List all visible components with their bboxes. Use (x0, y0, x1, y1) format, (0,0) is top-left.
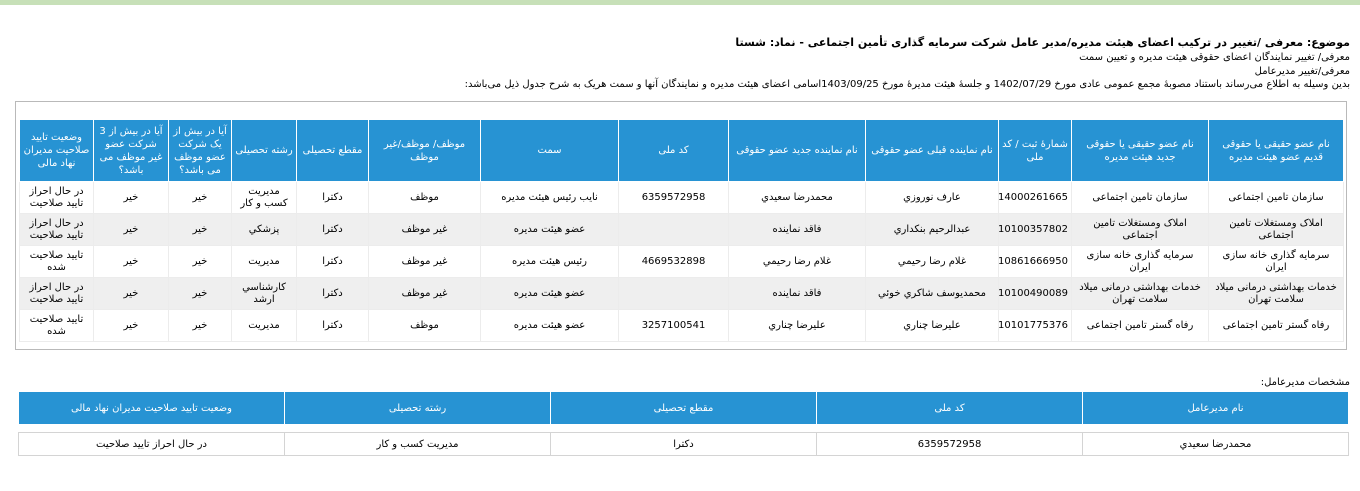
cell-executive-status: موظف (369, 310, 481, 342)
col-header-executive-status: موظف/ موظف/غیر موظف (369, 120, 481, 182)
cell-new-member: سرمایه گذاری خانه سازی ایران (1072, 246, 1209, 278)
cell-new-representative: فاقد نماينده (729, 214, 866, 246)
ceo-table-spacer (19, 425, 1349, 433)
cell-multi-nonexecutive: خير (94, 182, 169, 214)
cell-national-id (619, 214, 729, 246)
ceo-section-label: مشخصات مدیرعامل: (1260, 377, 1350, 388)
cell-executive-status: غير موظف (369, 214, 481, 246)
col-header-new-representative: نام نماینده جدید عضو حقوقی (729, 120, 866, 182)
page-title: موضوع: معرفی /تغییر در ترکیب اعضای هیئت مدیره/مدیر عامل شرکت سرمایه گذاری تأمین اجتماعی - نماد: شستا (735, 36, 1350, 49)
cell-field: كارشناسي ارشد (232, 278, 297, 310)
cell-national-id: 4669532898 (619, 246, 729, 278)
cell-executive-status: غير موظف (369, 246, 481, 278)
cell-new-member: املاک ومستغلات تامین اجتماعی (1072, 214, 1209, 246)
cell-qualification-status: تاييد صلاحيت شده (20, 310, 94, 342)
ceo-table (18, 391, 1349, 456)
col-header-ceo-degree: مقطع تحصیلی (551, 392, 817, 425)
board-table-header (20, 120, 1344, 182)
table-row (20, 246, 1344, 278)
cell-qualification-status: در حال احراز تاييد صلاحيت (20, 214, 94, 246)
cell-position: رئيس هيئت مديره (481, 246, 619, 278)
cell-degree: دكترا (297, 278, 369, 310)
intro-line-representatives: معرفی/ تغییر نمایندگان اعضای حقوقی هیئت مدیره و تعیین سمت (1079, 52, 1350, 63)
cell-ceo-national-id: 6359572958 (817, 433, 1083, 456)
cell-ceo-degree: دكترا (551, 433, 817, 456)
intro-line-resolution: بدین وسیله به اطلاع می‌رساند باستناد مصوبهٔ مجمع عمومی عادی مورخ 1402/07/29 و جلسهٔ هیئت مدیرهٔ مورخ 1403/09/25اسامی اعضای هیئت مدیره و نمایندگان آنها و سمت هریک به شرح جدول ذیل می‌باشد: (464, 79, 1350, 90)
board-members-table (19, 119, 1344, 342)
cell-multi-executive: خير (169, 310, 232, 342)
cell-registration-id: 10100357802 (999, 214, 1072, 246)
cell-old-member: رفاه گستر تامین اجتماعی (1209, 310, 1344, 342)
table-row (19, 433, 1349, 456)
cell-national-id: 6359572958 (619, 182, 729, 214)
col-header-registration-id: شمارهٔ ثبت / کد ملی (999, 120, 1072, 182)
cell-old-member: خدمات بهداشتی درمانی میلاد سلامت تهران (1209, 278, 1344, 310)
cell-registration-id: 10861666950 (999, 246, 1072, 278)
cell-field: مديريت (232, 310, 297, 342)
cell-multi-nonexecutive: خير (94, 246, 169, 278)
top-accent-bar (0, 0, 1360, 5)
cell-registration-id: 10101775376 (999, 310, 1072, 342)
cell-degree: دكترا (297, 182, 369, 214)
cell-previous-representative: عبدالرحيم بنكداري (866, 214, 999, 246)
cell-national-id (619, 278, 729, 310)
cell-multi-executive: خير (169, 246, 232, 278)
cell-old-member: سرمایه گذاری خانه سازی ایران (1209, 246, 1344, 278)
col-header-previous-representative: نام نماینده قبلی عضو حقوقی (866, 120, 999, 182)
cell-previous-representative: عليرضا چناري (866, 310, 999, 342)
cell-previous-representative: عارف نوروزي (866, 182, 999, 214)
cell-multi-executive: خير (169, 214, 232, 246)
cell-position: نايب رئيس هيئت مديره (481, 182, 619, 214)
table-row (20, 310, 1344, 342)
cell-registration-id: 14000261665 (999, 182, 1072, 214)
col-header-field: رشته تحصیلی (232, 120, 297, 182)
table-row (20, 214, 1344, 246)
cell-previous-representative: محمديوسف شاكري خوئي (866, 278, 999, 310)
cell-new-member: خدمات بهداشتی درمانی میلاد سلامت تهران (1072, 278, 1209, 310)
cell-new-member: رفاه گستر تامین اجتماعی (1072, 310, 1209, 342)
cell-qualification-status: تاييد صلاحيت شده (20, 246, 94, 278)
cell-field: پزشكي (232, 214, 297, 246)
table-row (20, 278, 1344, 310)
cell-previous-representative: غلام رضا رحيمي (866, 246, 999, 278)
col-header-position: سمت (481, 120, 619, 182)
cell-multi-nonexecutive: خير (94, 214, 169, 246)
col-header-multi-executive: آیا در بیش از یک شرکت عضو موظف می باشد؟ (169, 120, 232, 182)
cell-executive-status: غير موظف (369, 278, 481, 310)
cell-new-representative: محمدرضا سعيدي (729, 182, 866, 214)
cell-new-representative: غلام رضا رحيمي (729, 246, 866, 278)
cell-degree: دكترا (297, 246, 369, 278)
col-header-ceo-national-id: کد ملی (817, 392, 1083, 425)
cell-executive-status: موظف (369, 182, 481, 214)
cell-qualification-status: در حال احراز تاييد صلاحيت (20, 278, 94, 310)
cell-position: عضو هيئت مديره (481, 214, 619, 246)
cell-new-representative: عليرضا چناري (729, 310, 866, 342)
cell-registration-id: 10100490089 (999, 278, 1072, 310)
cell-multi-nonexecutive: خير (94, 310, 169, 342)
cell-national-id: 3257100541 (619, 310, 729, 342)
board-table-frame (15, 101, 1347, 350)
cell-old-member: املاک ومستغلات تامین اجتماعی (1209, 214, 1344, 246)
cell-position: عضو هيئت مديره (481, 310, 619, 342)
cell-position: عضو هيئت مديره (481, 278, 619, 310)
table-row (20, 182, 1344, 214)
intro-line-ceo: معرفی/تغییر مدیرعامل (1254, 66, 1350, 77)
cell-ceo-field: مديريت كسب و كار (285, 433, 551, 456)
cell-ceo-qualification: در حال احراز تاييد صلاحيت (19, 433, 285, 456)
cell-degree: دكترا (297, 214, 369, 246)
cell-new-representative: فاقد نماينده (729, 278, 866, 310)
cell-ceo-name: محمدرضا سعيدي (1083, 433, 1349, 456)
cell-qualification-status: در حال احراز تاييد صلاحيت (20, 182, 94, 214)
cell-field: مديريت (232, 246, 297, 278)
col-header-ceo-field: رشته تحصیلی (285, 392, 551, 425)
cell-new-member: سازمان تامین اجتماعی (1072, 182, 1209, 214)
cell-multi-nonexecutive: خير (94, 278, 169, 310)
col-header-national-id: کد ملی (619, 120, 729, 182)
ceo-table-header (19, 392, 1349, 425)
col-header-ceo-qualification: وضعیت تایید صلاحیت مدیران نهاد مالی (19, 392, 285, 425)
col-header-degree: مقطع تحصیلی (297, 120, 369, 182)
col-header-multi-nonexecutive: آیا در بیش از 3 شرکت عضو غیر موظف می باشد؟ (94, 120, 169, 182)
col-header-new-member: نام عضو حقیقی یا حقوقی جدید هیئت مدیره (1072, 120, 1209, 182)
col-header-old-member: نام عضو حقیقی یا حقوقی قدیم عضو هیئت مدیره (1209, 120, 1344, 182)
cell-old-member: سازمان تامین اجتماعی (1209, 182, 1344, 214)
col-header-qualification-status: وضعیت تایید صلاحیت مدیران نهاد مالی (20, 120, 94, 182)
col-header-ceo-name: نام مدیرعامل (1083, 392, 1349, 425)
cell-degree: دكترا (297, 310, 369, 342)
cell-field: مديريت كسب و كار (232, 182, 297, 214)
cell-multi-executive: خير (169, 278, 232, 310)
cell-multi-executive: خير (169, 182, 232, 214)
